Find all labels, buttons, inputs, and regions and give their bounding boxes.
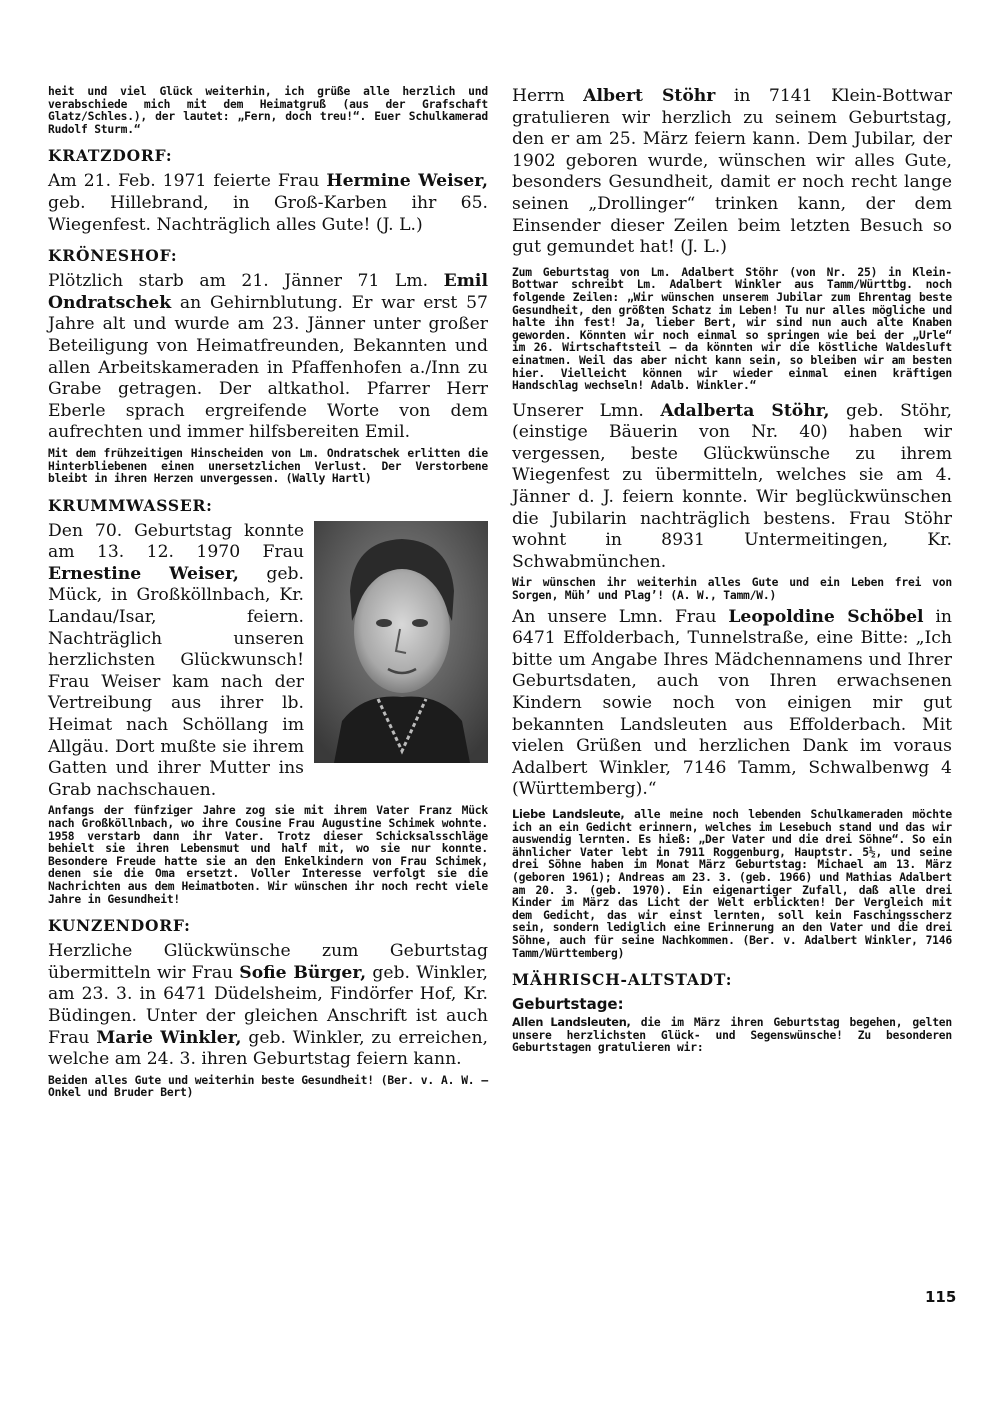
portrait-photo bbox=[314, 521, 488, 763]
altstadt-text: Allen Landsleuten, die im März ihren Geburtstag begehen, gelten unsere herzlichsten Glück- und Segenswünsche! Zu besonderen Geburtstagen gratulieren wir: bbox=[512, 1016, 953, 1055]
right-column bbox=[512, 86, 952, 1055]
kunzendorf-heading: KUNZENDORF: bbox=[48, 916, 191, 936]
stoehr-note: Zum Geburtstag von Lm. Adalbert Stöhr (von Nr. 25) in Klein-Bottwar schreibt Lm. Adalbert Winkler aus Tamm/Württbg. noch folgende Zeilen: „Wir wünschen unserem Jubilar zum Ehrentag beste Gesundheit, den größten Schatz im Leben! Tu nur alles mögliche und halte ihn fest! Ja, lieber Bert, wir sind nun auch alte Knaben geworden. Könnten wir noch einmal so springen wie bei der „Urle“ im 26. Wirtschaftsteil – da könnten wir die köstliche Waldesluft einatmen. Weil das aber nicht kann sein, so bleiben wir am besten hier. Vielleicht können wir wieder einmal einen kräftigen Handschlag wechseln! Adalb. Winkler.“ bbox=[512, 265, 952, 393]
page-number: 115 bbox=[925, 1288, 957, 1306]
intro-letter-end: heit und viel Glück weiterhin, ich grüße alle herzlich und verabschiede mich mit dem Heimatgruß (aus der Grafschaft Glatz/Schles.), der lautet: „Fern, doch treu!“. Euer Schulkamerad Rudolf Sturm.“ bbox=[48, 85, 488, 136]
altstadt-heading: MÄHRISCH-ALTSTADT: bbox=[512, 970, 733, 990]
krummwasser-section bbox=[48, 521, 488, 802]
portrait-image bbox=[314, 521, 488, 763]
kroeneshof-text: Plötzlich starb am 21. Jänner 71 Lm. Emil Ondratschek an Gehirnblutung. Er war erst 57 Jahre alt und wurde am 23. Jänner unter großer Beteiligung von Heimatfreunden, Bekannten und allen Arbeitskameraden in Pfaffenhofen a./Inn zu Grabe getragen. Der altkathol. Pfarrer Herr Eberle sprach ergreifende Worte von dem aufrechten und immer hilfsbereiten Emil. bbox=[48, 271, 488, 443]
adalberta-text: Unserer Lmn. Adalberta Stöhr, geb. Stöhr, (einstige Bäuerin von Nr. 40) haben wir vergessen, beste Glückwünsche zu ihrem Wiegenfest zu übermitteln, welches sie am 4. Jänner d. J. feiern konnte. Wir beglückwünschen die Jubilarin nachträglich bestens. Frau Stöhr wohnt in 8931 Untermeitingen, Kr. Schwabmünchen. bbox=[512, 400, 952, 572]
adalberta-note: Wir wünschen ihr weiterhin alles Gute und ein Leben frei von Sorgen, Müh’ und Plag’! (A. W., Tamm/W.) bbox=[512, 576, 952, 603]
kunzendorf-note: Beiden alles Gute und weiterhin beste Gesundheit! (Ber. v. A. W. – Onkel und Bruder Bert) bbox=[48, 1073, 488, 1100]
kunzendorf-text: Herzliche Glückwünsche zum Geburtstag übermitteln wir Frau Sofie Bürger, geb. Winkler, am 23. 3. in 6471 Düdelsheim, Findörfer Hof, Kr. Büdingen. Unter der gleichen Anschrift ist auch Frau Marie Winkler, geb. Winkler, zu erreichen, welche am 24. 3. ihren Geburtstag feiern kann. bbox=[48, 941, 489, 1070]
kratzdorf-text: Am 21. Feb. 1971 feierte Frau Hermine Weiser, geb. Hillebrand, in Groß-Karben ihr 65. Wiegenfest. Nachträglich alles Gute! (J. L.) bbox=[48, 171, 488, 235]
kroeneshof-heading: KRÖNESHOF: bbox=[48, 246, 178, 266]
landsleute-text: Liebe Landsleute, alle meine noch lebenden Schulkameraden möchte ich an ein Gedicht erinnern, welches im Lesebuch stand und das wir auswendig lernten. Es hieß: „Der Vater und die drei Söhne“. So ein ähnlicher Vater lebt in 7911 Roggenburg, Hauptstr. 5½, und seine drei Söhne haben im Monat März Geburtstag: Michael am 13. März (geboren 1961); Andreas am 23. 3. (geb. 1966) und Mathias Adalbert am 20. 3. (geb. 1970). Ein eigenartiger Zufall, daß alle drei Kinder im März das Licht der Welt erblickten! Der Vergleich mit dem Gedicht, das wir einst lernten, soll kein Faschingsscherz sein, sondern lediglich eine Erinnerung an den Vater und die drei Söhne, auch für seine Nachkommen. (Ber. v. Adalbert Winkler, 7146 Tamm/Württemberg) bbox=[512, 807, 952, 960]
krummwasser-text: Den 70. Geburtstag konnte am 13. 12. 1970 Frau Ernestine Weiser, geb. Mück, in Großköllnbach, Kr. Landau/Isar, feiern. Nachträglich unseren herzlichsten Glückwunsch! Frau Weiser kam nach der Vertreibung aus ihrer lb. Heimat nach Schöllang im Allgäu. Dort mußte sie ihrem Gatten und ihrer Mutter ins Grab nachschauen. bbox=[48, 520, 304, 800]
altstadt-subheading: Geburtstage: bbox=[512, 995, 624, 1014]
left-column bbox=[48, 86, 488, 1100]
krummwasser-heading: KRUMMWASSER: bbox=[48, 495, 213, 515]
kroeneshof-note: Mit dem frühzeitigen Hinscheiden von Lm. Ondratschek erlitten die Hinterbliebenen einen unersetzlichen Verlust. Der Verstorbene bleibt in ihren Herzen unvergessen. (Wally Hartl) bbox=[48, 446, 488, 486]
stoehr-text: Herrn Albert Stöhr in 7141 Klein-Bottwar gratulieren wir herzlich zu seinem Geburtstag, den er am 25. März feiern kann. Dem Jubilar, der 1902 geboren wurde, wünschen wir alles Gute, besonders Gesundheit, damit er noch recht lange seinen „Drollinger“ trinken kann, der dem Einsender dieser Zeilen beim letzten Besuch so gut gemundet hat! (J. L.) bbox=[512, 86, 952, 258]
kratzdorf-heading: KRATZDORF: bbox=[48, 146, 173, 166]
krummwasser-note: Anfangs der fünfziger Jahre zog sie mit ihrem Vater Franz Mück nach Großköllnbach, wo ihre Cousine Frau Augustine Schimek wohnte. 1958 verstarb dann ihr Vater. Trotz dieser Schicksalsschläge behielt sie ihren Lebensmut und half mit, wo sie nur konnte. Besondere Freude hatte sie an den Enkelkindern von Frau Schimek, denen sie die Oma ersetzt. Voller Interesse verfolgt sie die Nachrichten aus dem Heimatboten. Wir wünschen ihr noch recht viele Jahre in Gesundheit! bbox=[48, 804, 488, 906]
schoebel-text: An unsere Lmn. Frau Leopoldine Schöbel in 6471 Effolderbach, Tunnelstraße, eine Bitte: „Ich bitte um Angabe Ihres Mädchennamens und Ihrer Geburtsdaten, auch von Ihren erwachsenen Kindern sowie noch von einigen mir gut bekannten Landsleuten aus Effolderbach. Mit vielen Grüßen und herzlichen Dank im voraus Adalbert Winkler, 7146 Tamm, Schwalbenwg 4 (Württemberg).“ bbox=[512, 606, 952, 800]
